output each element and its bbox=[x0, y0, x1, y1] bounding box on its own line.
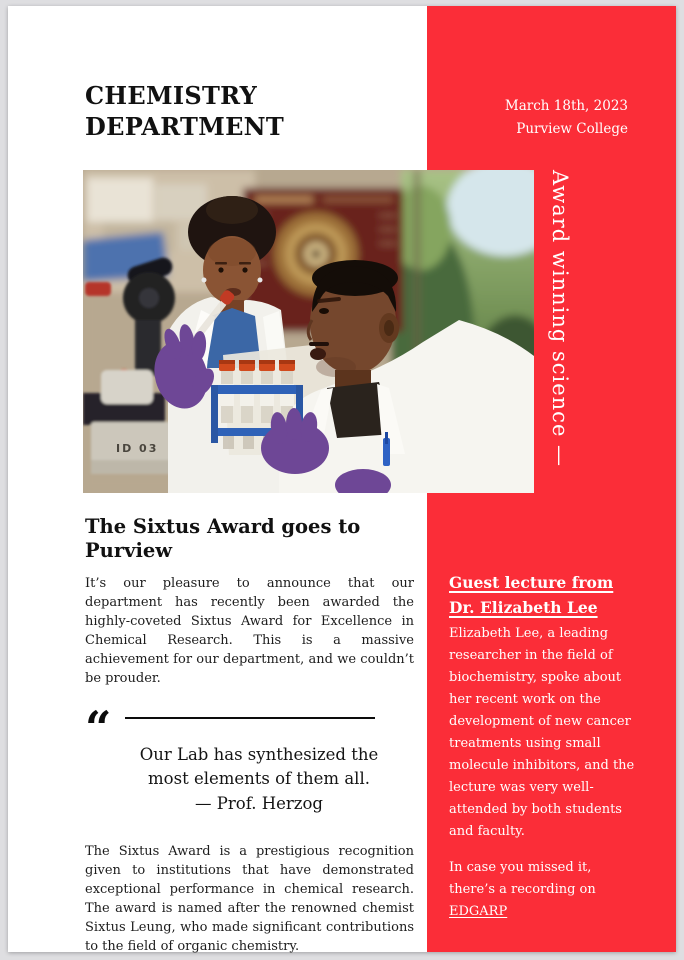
quote-divider bbox=[85, 701, 375, 755]
quote-text: Our Lab has synthesized the most elements of them all. bbox=[139, 745, 379, 788]
pull-quote bbox=[85, 701, 414, 816]
masthead-line-1: CHEMISTRY bbox=[85, 81, 258, 110]
guest-lecture-heading: Guest lecture from Dr. Elizabeth Lee bbox=[449, 573, 614, 617]
quote-attribution: — Prof. Herzog bbox=[195, 794, 323, 813]
article-paragraph-2: The Sixtus Award is a prestigious recognition given to institutions that have demonstrated exceptional performance in chemical research. The award is named after the renowned chemist Sixtus Leung, who made significant contributions to the field of organic chemistry. bbox=[85, 844, 414, 954]
masthead-title bbox=[85, 80, 415, 142]
lab-photo-illustration bbox=[83, 170, 534, 493]
quote-rule bbox=[125, 717, 375, 719]
edgarp-link[interactable]: EDGARP bbox=[449, 904, 508, 919]
guest-lecture-body: Elizabeth Lee, a leading researcher in the field of biochemistry, spoke about her recent work on the development of new cancer treatments using small molecule inhibitors, and the lecture was very well-attended by both students and faculty. bbox=[449, 626, 635, 839]
main-article bbox=[85, 515, 414, 956]
issue-date: March 18th, 2023 bbox=[504, 98, 628, 114]
microscope-label: ID 03 bbox=[116, 442, 159, 455]
vertical-tagline: Award winning science — bbox=[548, 170, 572, 468]
quote-mark-icon: “ bbox=[85, 701, 112, 755]
recording-note bbox=[449, 857, 637, 923]
college-name: Purview College bbox=[516, 121, 628, 137]
recording-note-text: In case you missed it, there’s a recording on bbox=[449, 860, 596, 897]
masthead-line-2: DEPARTMENT bbox=[85, 112, 285, 141]
newsletter-page bbox=[8, 6, 676, 952]
lab-photo bbox=[83, 170, 534, 493]
issue-info bbox=[427, 95, 628, 141]
guest-lecture-section bbox=[449, 570, 637, 923]
article-heading: The Sixtus Award goes to Purview bbox=[85, 515, 361, 562]
article-paragraph-1: It’s our pleasure to announce that our department has recently been awarded the highly-coveted Sixtus Award for Excellence in Chemical Research. This is a massive achievement for our department, and we couldn’t be prouder. bbox=[85, 576, 414, 686]
